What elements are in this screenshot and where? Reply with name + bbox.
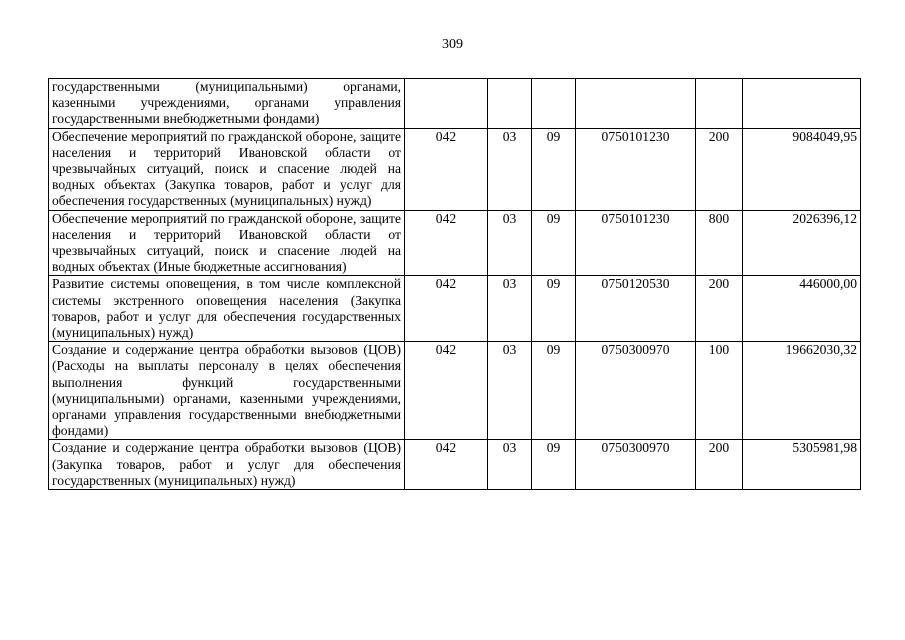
cell-ministry: 042	[405, 342, 488, 440]
table-row	[49, 128, 861, 210]
cell-target-article: 0750300970	[576, 342, 696, 440]
cell-description: Создание и содержание центра обработки вызовов (ЦОВ) (Закупка товаров, работ и услуг для обеспечения государственных (муниципальных) нужд)	[49, 440, 405, 490]
cell-subsection: 09	[532, 440, 576, 490]
budget-table-body	[49, 79, 861, 490]
cell-subsection: 09	[532, 210, 576, 276]
cell-section: 03	[488, 210, 532, 276]
cell-ministry: 042	[405, 210, 488, 276]
cell-description: Обеспечение мероприятий по гражданской обороне, защите населения и территорий Ивановской области от чрезвычайных ситуаций, поиск и спасение людей на водных объектах (Закупка товаров, работ и услуг для обеспечения государственных (муниципальных) нужд)	[49, 128, 405, 210]
cell-ministry: 042	[405, 276, 488, 342]
cell-target-article: 0750101230	[576, 128, 696, 210]
cell-amount: 19662030,32	[743, 342, 861, 440]
cell-ministry	[405, 79, 488, 129]
cell-subsection: 09	[532, 128, 576, 210]
cell-expense-type: 200	[696, 276, 743, 342]
cell-section: 03	[488, 342, 532, 440]
cell-amount	[743, 79, 861, 129]
cell-expense-type: 200	[696, 128, 743, 210]
cell-description: Развитие системы оповещения, в том числе комплексной системы экстренного оповещения населения (Закупка товаров, работ и услуг для обеспечения государственных (муниципальных) нужд)	[49, 276, 405, 342]
cell-subsection	[532, 79, 576, 129]
table-row-continuation	[49, 79, 861, 129]
cell-ministry: 042	[405, 440, 488, 490]
table-row	[49, 210, 861, 276]
cell-target-article: 0750300970	[576, 440, 696, 490]
cell-amount: 9084049,95	[743, 128, 861, 210]
cell-subsection: 09	[532, 276, 576, 342]
table-row	[49, 276, 861, 342]
table-row	[49, 440, 861, 490]
cell-amount: 5305981,98	[743, 440, 861, 490]
cell-expense-type: 800	[696, 210, 743, 276]
page-number: 309	[442, 37, 463, 52]
budget-table	[48, 78, 861, 490]
cell-section: 03	[488, 440, 532, 490]
cell-expense-type	[696, 79, 743, 129]
cell-description: государственными (муниципальными) органами, казенными учреждениями, органами управления государственными внебюджетными фондами)	[49, 79, 405, 129]
cell-amount: 446000,00	[743, 276, 861, 342]
cell-section	[488, 79, 532, 129]
cell-ministry: 042	[405, 128, 488, 210]
cell-section: 03	[488, 276, 532, 342]
cell-description: Создание и содержание центра обработки вызовов (ЦОВ) (Расходы на выплаты персоналу в целях обеспечения выполнения функций государственными (муниципальными) органами, казенными учреждениями, органами управления государственными внебюджетными фондами)	[49, 342, 405, 440]
cell-target-article	[576, 79, 696, 129]
cell-subsection: 09	[532, 342, 576, 440]
cell-target-article: 0750120530	[576, 276, 696, 342]
cell-expense-type: 100	[696, 342, 743, 440]
cell-expense-type: 200	[696, 440, 743, 490]
cell-amount: 2026396,12	[743, 210, 861, 276]
cell-target-article: 0750101230	[576, 210, 696, 276]
cell-section: 03	[488, 128, 532, 210]
cell-description: Обеспечение мероприятий по гражданской обороне, защите населения и территорий Ивановской области от чрезвычайных ситуаций, поиск и спасение людей на водных объектах (Иные бюджетные ассигнования)	[49, 210, 405, 276]
table-row	[49, 342, 861, 440]
